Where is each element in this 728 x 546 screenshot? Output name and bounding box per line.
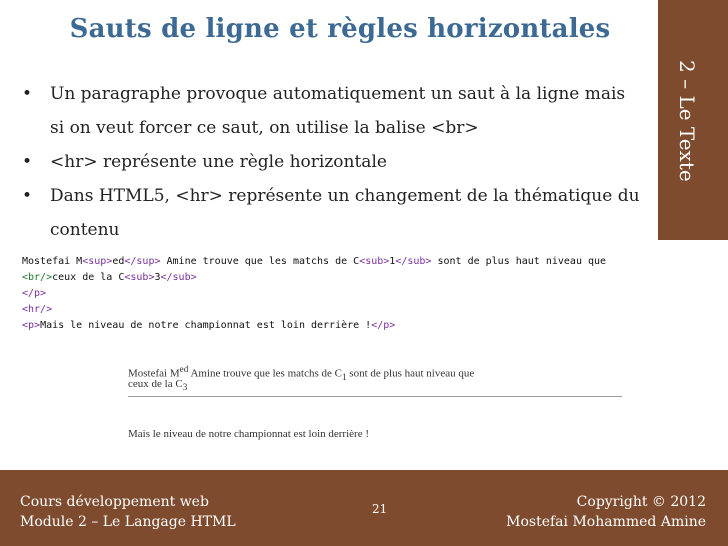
footer-module-name: Module 2 – Le Langage HTML [20, 514, 236, 530]
code-line-1 [22, 254, 652, 270]
author-name: Mostefai Mohammed Amine [506, 514, 706, 530]
bullet-text: Un paragraphe provoque automatiquement un saut à la ligne mais si on veut forcer ce saut, on utilise la balise <br> [50, 84, 626, 138]
bullet-list [22, 77, 642, 247]
code-text: 1 [389, 256, 396, 267]
bullet-dot: • [22, 152, 33, 172]
bullet-item [22, 179, 642, 247]
slide-title: Sauts de ligne et règles horizontales [69, 14, 611, 44]
bullet-item [22, 145, 642, 179]
footer-bar [0, 470, 728, 546]
bullet-item [22, 77, 642, 145]
code-tag: </p> [22, 288, 47, 299]
code-line-5 [22, 318, 652, 334]
code-line-3 [22, 286, 652, 302]
copyright-line: Copyright © 2012 [576, 494, 706, 510]
code-text: ceux de la C [52, 272, 125, 283]
preview-subscript: 3 [182, 382, 188, 393]
bullet-text: <hr> représente une règle horizontale [50, 152, 387, 172]
preview-line-3: Mais le niveau de notre championnat est loin derrière ! [128, 428, 369, 440]
bullet-text: Dans HTML5, <hr> représente un changement de la thématique du contenu [50, 186, 640, 240]
code-text: sont de plus haut niveau que [431, 256, 607, 267]
code-tag: <sub> [359, 256, 390, 267]
footer-copyright [506, 492, 706, 532]
preview-superscript: ed [179, 364, 189, 374]
bullet-dot: • [22, 186, 33, 206]
preview-subscript: 1 [341, 371, 347, 382]
code-tag: </sub> [160, 272, 197, 283]
preview-text: sont de plus haut niveau que [346, 367, 475, 380]
page-number: 21 [372, 502, 388, 516]
code-line-2 [22, 270, 652, 286]
code-tag: <sup> [82, 256, 113, 267]
preview-text: Mostefai M [128, 367, 180, 380]
code-text: Mais le niveau de notre championnat est loin derrière ! [40, 320, 372, 331]
code-tag: </p> [371, 320, 396, 331]
code-text: Amine trouve que les matchs de C [160, 256, 360, 267]
code-line-4 [22, 302, 652, 318]
code-tag: <br/> [22, 272, 53, 283]
code-text: 3 [154, 272, 161, 283]
bullet-dot: • [22, 84, 33, 104]
preview-text: Amine trouve que les matchs de C [188, 367, 342, 380]
code-text: Mostefai M [22, 256, 83, 267]
footer-course-name: Cours développement web [20, 494, 209, 510]
code-tag: <p> [22, 320, 41, 331]
preview-text: ceux de la C [128, 378, 183, 390]
side-tab-label: 2 – Le Texte [675, 60, 699, 182]
rendered-preview [128, 354, 628, 450]
code-tag: </sub> [395, 256, 432, 267]
code-tag: </sup> [124, 256, 161, 267]
preview-horizontal-rule [128, 396, 622, 397]
preview-line-2 [128, 378, 187, 392]
code-tag: <sub> [124, 272, 155, 283]
code-sample [22, 254, 652, 334]
code-tag: <hr/> [22, 304, 53, 315]
footer-course [20, 492, 236, 532]
code-text: ed [112, 256, 125, 267]
